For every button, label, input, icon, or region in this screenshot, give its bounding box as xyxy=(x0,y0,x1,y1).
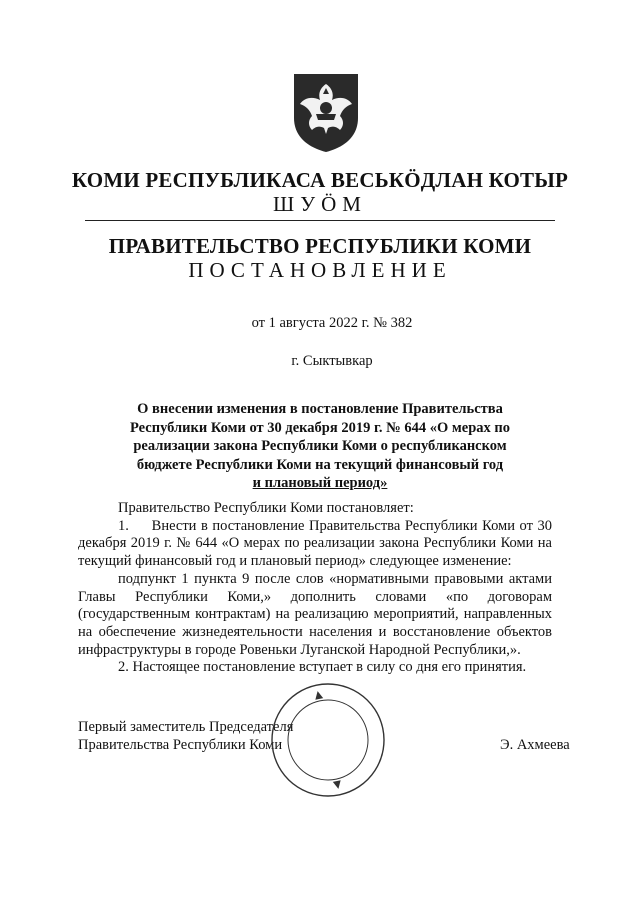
date-number: от 1 августа 2022 г. № 382 xyxy=(251,315,413,331)
document-title xyxy=(100,400,540,493)
official-stamp-icon xyxy=(258,676,398,804)
document-type: ПОСТАНОВЛЕНИЕ xyxy=(188,258,452,282)
intro-paragraph: Правительство Республики Коми постановляет: xyxy=(118,500,414,516)
title-line: бюджете Республики Коми на текущий финансовый год xyxy=(136,456,504,473)
subitem-paragraph: подпункт 1 пункта 9 после слов «нормативными правовыми актами Главы Республики Коми,» дополнить словами «по договорам (государственным контрактам) на реализацию мероприятий, направленных на обеспечение жизнедеятельности населения и восстановление объектов инфраструктуры в городе Ровеньки Луганской Народной Республики,». xyxy=(78,570,552,658)
title-line: О внесении изменения в постановление Правительства xyxy=(137,401,503,417)
item-2-paragraph: 2. Настоящее постановление вступает в силу со дня его принятия. xyxy=(118,659,527,676)
komi-coat-of-arms-icon xyxy=(290,70,362,154)
header-divider xyxy=(85,220,555,221)
title-line: реализации закона Республики Коми о республиканском xyxy=(133,438,507,454)
title-line: и плановый период» xyxy=(252,475,388,491)
komi-doc-type: ШУÖМ xyxy=(273,192,367,216)
komi-title: КОМИ РЕСПУБЛИКАСА ВЕСЬКÖДЛАН КОТЫР xyxy=(71,168,569,192)
signatory-name: Э. Ахмеева xyxy=(500,737,570,753)
government-title: ПРАВИТЕЛЬСТВО РЕСПУБЛИКИ КОМИ xyxy=(108,234,532,258)
title-line: Республики Коми от 30 декабря 2019 г. № 644 «О мерах по xyxy=(130,419,510,436)
position-line: Правительства Республики Коми xyxy=(78,737,283,753)
document-body xyxy=(78,500,552,677)
position-line: Первый заместитель Председателя xyxy=(78,719,294,735)
city: г. Сыктывкар xyxy=(291,353,373,369)
item-1-paragraph: 1. Внести в постановление Правительства Республики Коми от 30 декабря 2019 г. № 644 «О мерах по реализации закона Республики Коми на текущий финансовый год и плановый период» следующее изменение: xyxy=(78,517,552,570)
